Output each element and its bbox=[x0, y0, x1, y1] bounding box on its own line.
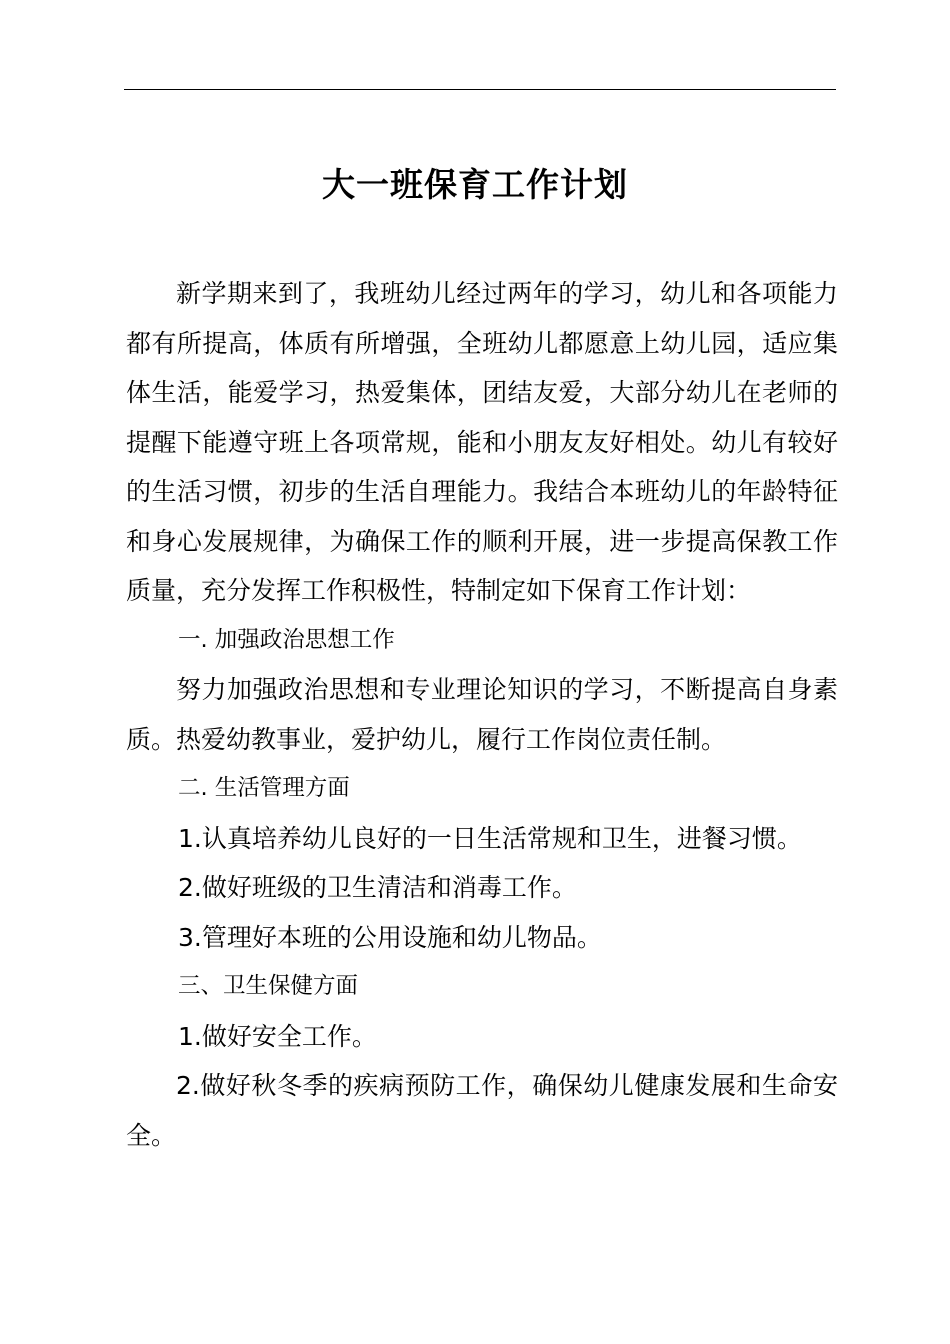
section-text-politics: 努力加强政治思想和专业理论知识的学习，不断提高自身素质。热爱幼教事业，爱护幼儿，履行工作岗位责任制。 bbox=[126, 675, 838, 754]
list-item: 3.管理好本班的公用设施和幼儿物品。 bbox=[178, 922, 602, 952]
document-title: 大一班保育工作计划 bbox=[322, 165, 628, 205]
list-item: 2.做好秋冬季的疾病预防工作，确保幼儿健康发展和生命安全。 bbox=[126, 1071, 838, 1150]
header-rule bbox=[124, 89, 836, 90]
section-heading-health-care: 三、卫生保健方面 bbox=[178, 973, 359, 999]
intro-paragraph: 新学期来到了，我班幼儿经过两年的学习，幼儿和各项能力都有所提高，体质有所增强，全班幼儿都愿意上幼儿园，适应集体生活，能爱学习，热爱集体，团结友爱，大部分幼儿在老师的提醒下能遵守班上各项常规，能和小朋友友好相处。幼儿有较好的生活习惯，初步的生活自理能力。我结合本班幼儿的年龄特征和身心发展规律，为确保工作的顺利开展，进一步提高保教工作质量，充分发挥工作积极性，特制定如下保育工作计划： bbox=[126, 279, 838, 605]
section-heading-life-management: 二. 生活管理方面 bbox=[178, 775, 350, 801]
section-heading-politics: 一. 加强政治思想工作 bbox=[178, 626, 395, 653]
list-item: 1.认真培养幼儿良好的一日生活常规和卫生，进餐习惯。 bbox=[178, 823, 802, 853]
document-body bbox=[126, 269, 838, 1160]
list-item: 2.做好班级的卫生清洁和消毒工作。 bbox=[178, 873, 577, 902]
list-item: 1.做好安全工作。 bbox=[178, 1021, 377, 1051]
